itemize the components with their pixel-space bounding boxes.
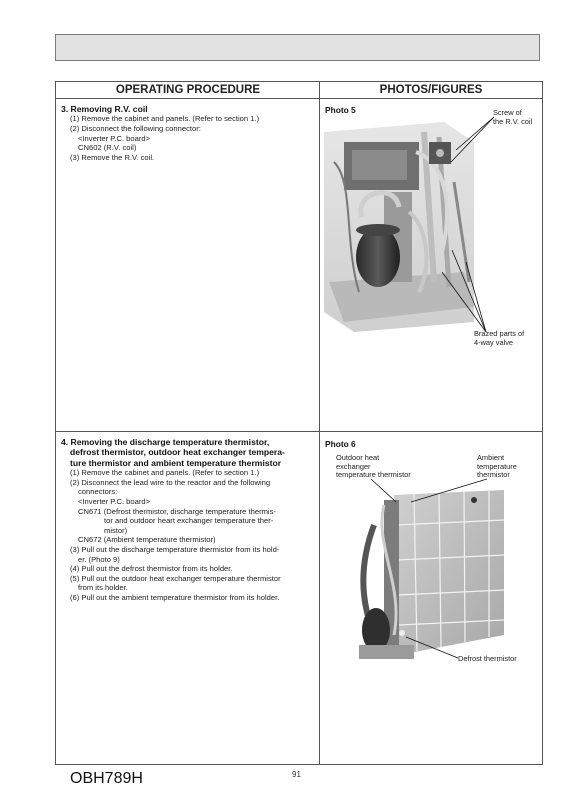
content-table bbox=[55, 81, 543, 765]
callout-line: 4-way valve bbox=[474, 337, 514, 347]
callout-line: thermistor bbox=[477, 470, 510, 480]
page-number: 91 bbox=[292, 770, 301, 779]
step-text: connectors: bbox=[78, 487, 118, 497]
callout-brazed-parts bbox=[474, 330, 524, 347]
header-operating-procedure: OPERATING PROCEDURE bbox=[56, 82, 320, 99]
section-title-line: defrost thermistor, outdoor heat exchanger tempera- bbox=[70, 447, 285, 458]
step-text: (1) Remove the cabinet and panels. (Refer to section 1.) bbox=[70, 468, 260, 478]
header-photos-figures: PHOTOS/FIGURES bbox=[320, 82, 542, 99]
step-text: er. (Photo 9) bbox=[78, 554, 120, 564]
step-text: CN671 (Defrost thermistor, discharge temperature thermis- bbox=[78, 506, 276, 516]
step-text: (2) Disconnect the following connector: bbox=[70, 124, 201, 133]
step-text: from its holder. bbox=[78, 583, 128, 593]
step-text: (3) Remove the R.V. coil. bbox=[70, 152, 155, 162]
row-divider bbox=[56, 431, 542, 432]
callout-line: Screw of bbox=[493, 108, 522, 117]
step-text: (5) Pull out the outdoor heat exchanger temperature thermistor bbox=[70, 573, 281, 583]
callout-line: temperature thermistor bbox=[336, 470, 411, 480]
photo-5-image bbox=[324, 122, 474, 332]
step-text: tor and outdoor heart exchanger temperature ther- bbox=[104, 516, 274, 526]
step-text: (6) Pull out the ambient temperature thermistor from its holder. bbox=[70, 592, 280, 602]
step-text: (2) Disconnect the lead wire to the reactor and the following bbox=[70, 477, 271, 487]
callout-line: Brazed parts of bbox=[474, 329, 525, 338]
callout-line: Ambient bbox=[477, 453, 505, 462]
section-title: 3. Removing R.V. coil bbox=[61, 104, 148, 114]
callout-screw-rv-coil bbox=[493, 109, 532, 126]
step-text: CN602 (R.V. coil) bbox=[78, 143, 137, 153]
model-number: OBH789H bbox=[70, 770, 143, 787]
step-text: <Inverter P.C. board> bbox=[78, 133, 151, 143]
column-divider bbox=[319, 82, 320, 764]
callout-line: Outdoor heat bbox=[336, 453, 380, 462]
step-text: CN672 (Ambient temperature thermistor) bbox=[78, 535, 216, 545]
callout-line: temperature bbox=[477, 461, 517, 471]
step-text: mistor) bbox=[104, 525, 128, 535]
callout-defrost-thermistor: Defrost thermistor bbox=[458, 654, 517, 663]
step-text: (1) Remove the cabinet and panels. (Refer to section 1.) bbox=[70, 114, 260, 124]
callout-outdoor-heat-exchanger bbox=[336, 454, 411, 480]
photo-6-label: Photo 6 bbox=[325, 439, 356, 449]
callout-ambient-temperature bbox=[477, 454, 517, 480]
callout-line: the R.V. coil bbox=[493, 116, 533, 126]
callout-line: exchanger bbox=[336, 461, 371, 471]
step-text: (4) Pull out the defrost thermistor from its holder. bbox=[70, 564, 233, 574]
top-title-bar bbox=[55, 34, 540, 61]
photo-5-label: Photo 5 bbox=[325, 105, 356, 115]
step-text: (3) Pull out the discharge temperature thermistor from its hold- bbox=[70, 544, 280, 554]
section-title-line: 4. Removing the discharge temperature thermistor, bbox=[61, 437, 270, 447]
photo-6-image bbox=[354, 485, 509, 665]
section-title-line: ture thermistor and ambient temperature thermistor bbox=[70, 457, 282, 468]
section-removing-thermistors bbox=[61, 437, 313, 603]
section-removing-rv-coil bbox=[61, 104, 313, 162]
step-text: <Inverter P.C. board> bbox=[78, 497, 151, 506]
